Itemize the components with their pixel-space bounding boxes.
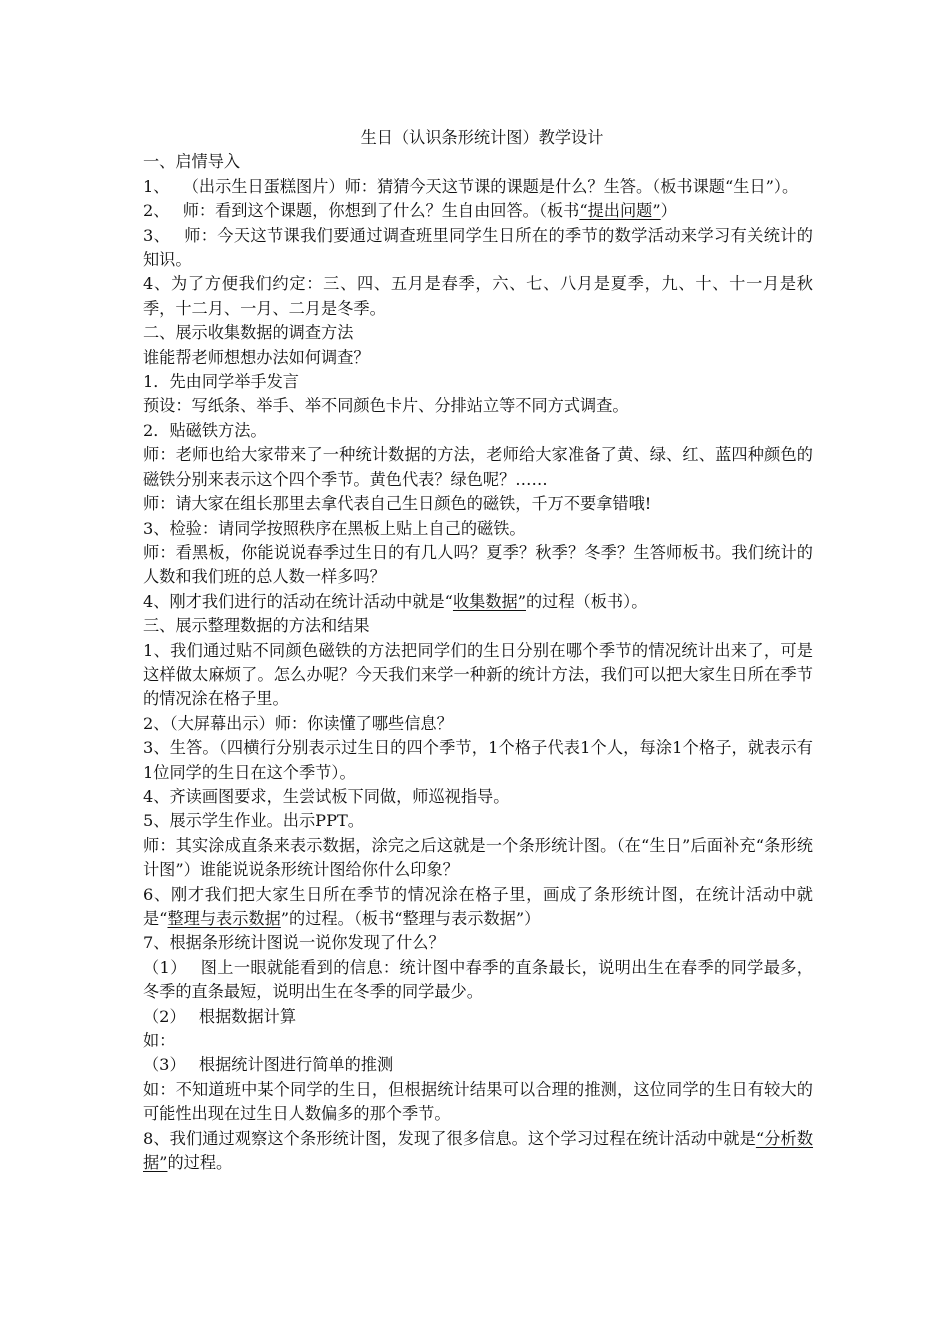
paragraph — [143, 1078, 813, 1127]
paragraph-text: 7、根据条形统计图说一说你发现了什么？ — [143, 933, 445, 953]
paragraph-text: 3、 师：今天这节课我们要通过调查班里同学生日所在的季节的数学活动来学习有关统计的知识。 — [143, 225, 813, 270]
paragraph — [143, 346, 813, 370]
paragraph-text: 的过程（板书）。 — [525, 591, 648, 611]
paragraph-text: 师：老师也给大家带来了一种统计数据的方法，老师给大家准备了黄、绿、红、蓝四种颜色的磁铁分别来表示这个四个季节。黄色代表？绿色呢？…… — [143, 445, 813, 489]
paragraph-text: 二、展示收集数据的调查方法 — [143, 323, 354, 343]
paragraph-text: 预设：写纸条、举手、举不同颜色卡片、分排站立等不同方式调查。 — [143, 396, 629, 416]
paragraph-text: ”的过程。（板书“整理与表示数据”） — [280, 909, 541, 928]
paragraph — [143, 199, 813, 223]
paragraph — [143, 1127, 813, 1176]
paragraph — [143, 809, 813, 833]
paragraph — [143, 517, 813, 541]
document-title: 生日（认识条形统计图）教学设计 — [360, 128, 604, 147]
paragraph-text: 5、展示学生作业。出示PPT。 — [143, 811, 364, 831]
paragraph-text: 谁能帮老师想想办法如何调查？ — [143, 347, 370, 367]
underlined-text: “分析数据” — [143, 1128, 814, 1173]
paragraph — [143, 834, 813, 883]
paragraph-text: 3、生答。（四横行分别表示过生日的四个季节，1个格子代表1个人，每涂1个格子，就表示有1位同学的生日在这个季节）。 — [143, 738, 813, 782]
paragraph-text: 4、刚才我们进行的活动在统计活动中就是“ — [143, 591, 453, 611]
paragraph-text: （2） 根据数据计算 — [143, 1006, 297, 1026]
paragraph — [143, 590, 813, 614]
underlined-text: 收集数据” — [452, 591, 526, 611]
paragraph-text: 2．贴磁铁方法。 — [143, 420, 267, 440]
paragraph — [143, 321, 813, 345]
paragraph — [143, 492, 813, 516]
paragraph-text: 如： — [143, 1031, 176, 1051]
paragraph-text: 2、 师：看到这个课题，你想到了什么？生自由回答。（板书 — [143, 201, 580, 221]
paragraph — [143, 639, 813, 712]
paragraph — [143, 419, 813, 443]
paragraph — [143, 614, 813, 638]
document-page — [143, 126, 813, 1175]
paragraph-text: （3） 根据统计图进行简单的推测 — [143, 1055, 394, 1075]
underlined-text: 整理与表示数据 — [167, 909, 281, 928]
paragraph — [143, 394, 813, 418]
paragraph — [143, 443, 813, 492]
paragraph-text: 师：请大家在组长那里去拿代表自己生日颜色的磁铁，千万不要拿错哦! — [143, 494, 652, 514]
paragraph — [143, 224, 813, 273]
paragraph-text: 1、我们通过贴不同颜色磁铁的方法把同学们的生日分别在哪个季节的情况统计出来了，可是这样做太麻烦了。怎么办呢？今天我们来学一种新的统计方法，我们可以把大家生日所在季节的情况涂在格子里。 — [143, 640, 813, 709]
underlined-text: “提出问题” — [579, 201, 661, 221]
paragraph-text: 师：其实涂成直条来表示数据，涂完之后这就是一个条形统计图。（在“生日”后面补充“条形统计图”）谁能说说条形统计图给你什么印象？ — [143, 835, 813, 880]
paragraph — [143, 785, 813, 809]
paragraph — [143, 883, 813, 932]
paragraph-text: （1） 图上一眼就能看到的信息：统计图中春季的直条最长，说明出生在春季的同学最多，冬季的直条最短，说明出生在冬季的同学最少。 — [143, 957, 813, 1002]
paragraph — [143, 736, 813, 785]
paragraph — [143, 1005, 813, 1029]
document-body — [143, 150, 813, 1175]
paragraph-text: 6、刚才我们把大家生日所在季节的情况涂在格子里，画成了条形统计图，在统计活动中就是“ — [143, 884, 813, 928]
paragraph — [143, 956, 813, 1005]
paragraph-text: 1、 （出示生日蛋糕图片）师：猜猜今天这节课的课题是什么？生答。（板书课题“生日”）。 — [143, 176, 799, 196]
paragraph — [143, 1029, 813, 1053]
paragraph-text: 1．先由同学举手发言 — [143, 372, 299, 392]
paragraph-text: 8、我们通过观察这个条形统计图，发现了很多信息。这个学习过程在统计活动中就是 — [143, 1128, 756, 1148]
paragraph — [143, 1053, 813, 1077]
paragraph-text: 3、检验：请同学按照秩序在黑板上贴上自己的磁铁。 — [143, 518, 526, 538]
paragraph-text: 4、齐读画图要求，生尝试板下同做，师巡视指导。 — [143, 786, 510, 806]
paragraph — [143, 931, 813, 955]
paragraph-text: ） — [660, 201, 677, 221]
paragraph-text: 三、展示整理数据的方法和结果 — [143, 616, 370, 636]
paragraph-text: 2、（大屏幕出示）师：你读懂了哪些信息？ — [143, 713, 453, 733]
paragraph — [143, 272, 813, 321]
paragraph — [143, 150, 813, 174]
paragraph-text: 如：不知道班中某个同学的生日，但根据统计结果可以合理的推测，这位同学的生日有较大的可能性出现在过生日人数偏多的那个季节。 — [143, 1079, 813, 1124]
paragraph — [143, 370, 813, 394]
paragraph-text: 师：看黑板，你能说说春季过生日的有几人吗？夏季？秋季？冬季？生答师板书。我们统计的人数和我们班的总人数一样多吗？ — [143, 542, 813, 587]
paragraph — [143, 541, 813, 590]
paragraph — [143, 175, 813, 199]
paragraph — [143, 712, 813, 736]
paragraph-text: 4、为了方便我们约定：三、四、五月是春季，六、七、八月是夏季，九、十、十一月是秋季，十二月、一月、二月是冬季。 — [143, 274, 813, 318]
paragraph-text: 一、启情导入 — [143, 152, 241, 172]
paragraph-text: 的过程。 — [167, 1153, 233, 1173]
